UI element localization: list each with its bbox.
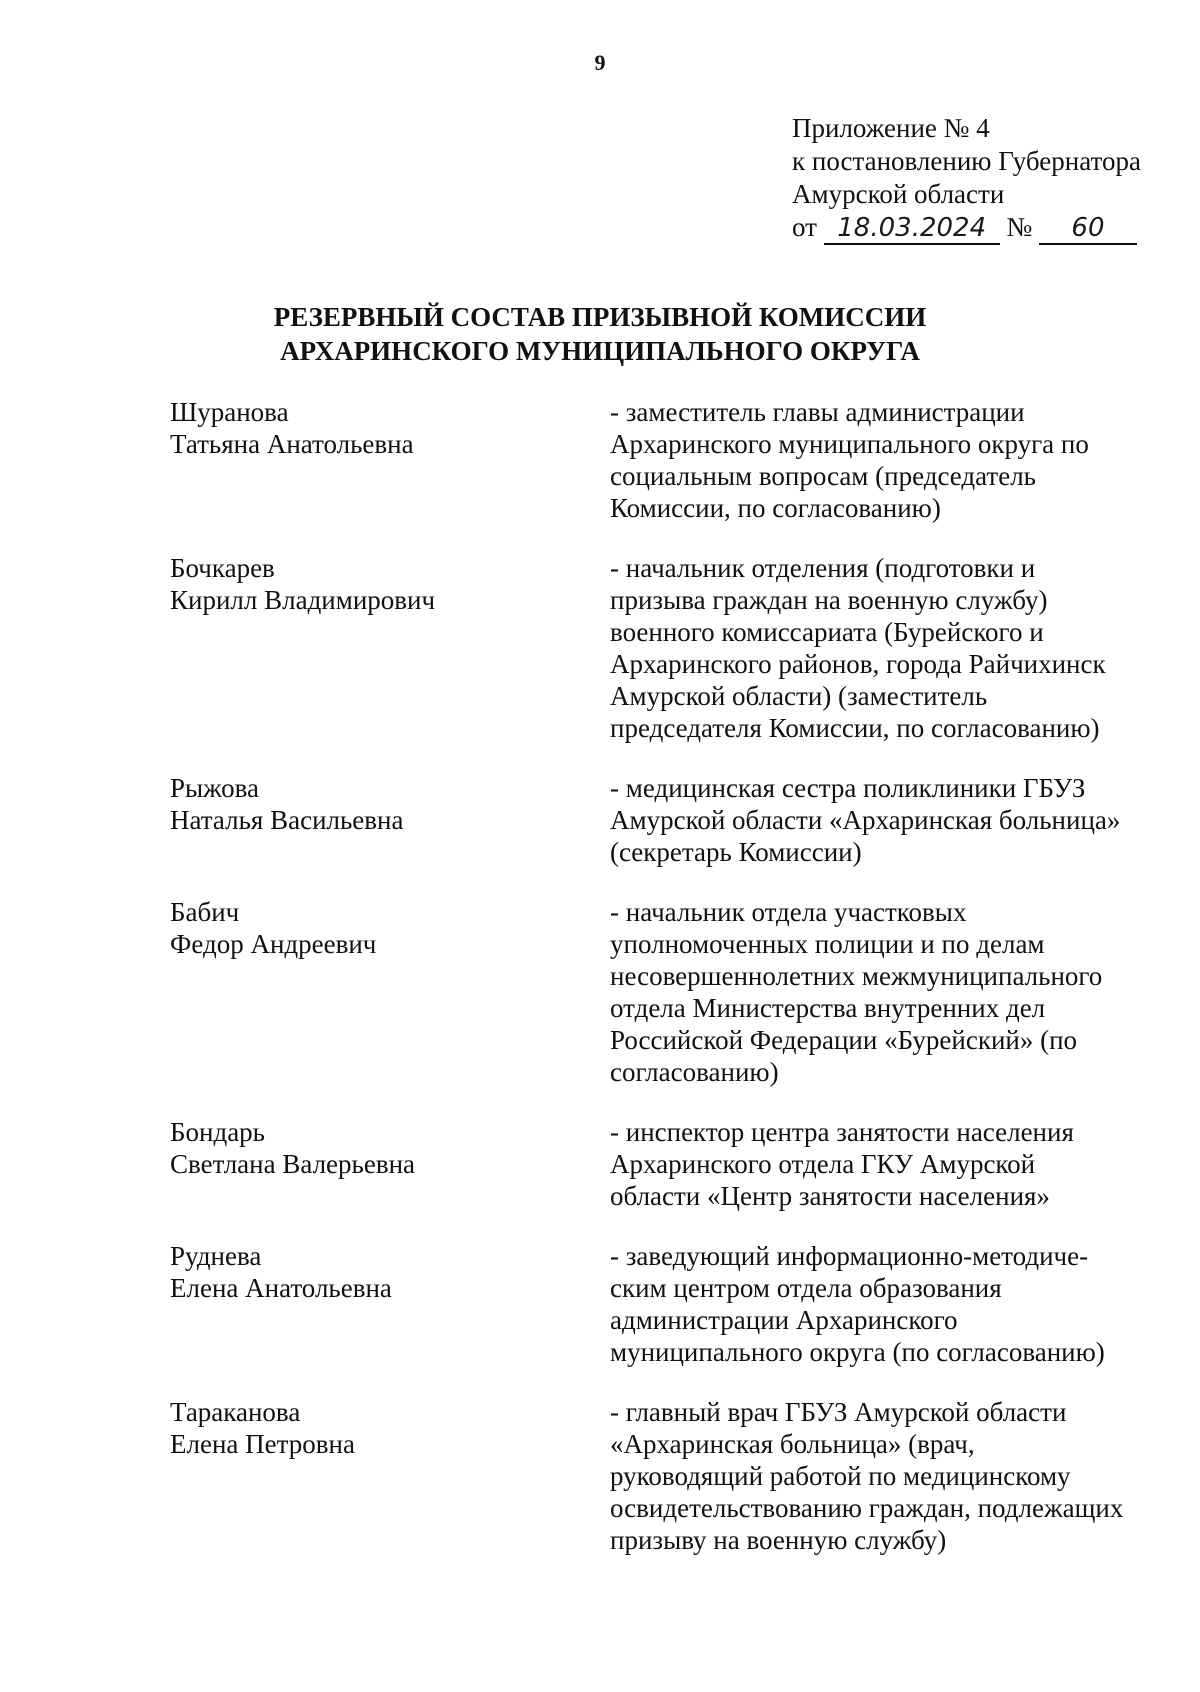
member-surname: Рыжова xyxy=(170,773,260,803)
appendix-line-1: Приложение № 4 xyxy=(792,113,990,143)
member-entry xyxy=(170,552,1170,744)
member-name xyxy=(170,1240,610,1368)
appendix-line-2: к постановлению Губернатора xyxy=(792,146,1141,176)
member-name xyxy=(170,896,610,1088)
member-role: - начальник отдела участковых уполномоченных полиции и по делам несовершеннолетних межмуниципального отдела Министерства внутренних дел Российской Федерации «Бурейский» (по согласованию) xyxy=(610,897,1103,1087)
member-role: - инспектор центра занятости населения Архаринского отдела ГКУ Амурской области «Центр занятости населения» xyxy=(610,1117,1074,1211)
member-role: - начальник отделения (подготовки и призыва граждан на военную службу) военного комиссариата (Бурейского и Архаринского районов, города Райчихинск Амурской области) (заместитель председателя Комиссии, по согласованию) xyxy=(610,553,1106,743)
decree-date-field xyxy=(824,212,1000,245)
member-surname: Тараканова xyxy=(170,1397,301,1427)
from-label: от xyxy=(792,212,817,242)
number-label: № xyxy=(1006,212,1033,242)
handwritten-date: 18.03.2024 xyxy=(837,213,987,243)
decree-number-field xyxy=(1039,212,1137,245)
member-given-names: Наталья Васильевна xyxy=(170,805,404,835)
member-entry xyxy=(170,1396,1170,1556)
member-given-names: Татьяна Анатольевна xyxy=(170,429,414,459)
member-given-names: Елена Петровна xyxy=(170,1429,355,1459)
member-role: - заведующий информационно-методиче- ским центром отдела образования администрации Архаринского муниципального округа (по согласованию) xyxy=(610,1241,1105,1367)
member-given-names: Федор Андреевич xyxy=(170,929,377,959)
decree-date-number-row xyxy=(792,211,1141,247)
member-surname: Бондарь xyxy=(170,1117,265,1147)
member-role: - медицинская сестра поликлиники ГБУЗ Амурской области «Архаринская больница» (секретарь Комиссии) xyxy=(610,773,1121,867)
member-name xyxy=(170,1116,610,1212)
member-surname: Бочкарев xyxy=(170,553,275,583)
member-surname: Руднева xyxy=(170,1241,262,1271)
member-name xyxy=(170,552,610,744)
appendix-line-3: Амурской области xyxy=(792,179,1005,209)
member-entry xyxy=(170,1116,1170,1212)
member-role: - главный врач ГБУЗ Амурской области «Архаринская больница» (врач, руководящий работой по медицинскому освидетельствованию граждан, подлежащих призыву на военную службу) xyxy=(610,1397,1124,1555)
title-line-1: РЕЗЕРВНЫЙ СОСТАВ ПРИЗЫВНОЙ КОМИССИИ xyxy=(273,302,927,332)
appendix-header xyxy=(792,112,1141,247)
member-role: - заместитель главы администрации Архаринского муниципального округа по социальным вопросам (председатель Комиссии, по согласованию) xyxy=(610,397,1089,523)
member-entry xyxy=(170,896,1170,1088)
document-title xyxy=(0,300,1200,368)
member-given-names: Кирилл Владимирович xyxy=(170,585,436,615)
member-entry xyxy=(170,1240,1170,1368)
members-list xyxy=(170,396,1170,1556)
page-number: 9 xyxy=(594,50,606,75)
handwritten-number: 60 xyxy=(1071,213,1105,243)
title-line-2: АРХАРИНСКОГО МУНИЦИПАЛЬНОГО ОКРУГА xyxy=(280,336,920,366)
member-given-names: Светлана Валерьевна xyxy=(170,1149,416,1179)
member-entry xyxy=(170,772,1170,868)
member-name xyxy=(170,772,610,868)
member-surname: Бабич xyxy=(170,897,240,927)
member-entry xyxy=(170,396,1170,524)
member-name xyxy=(170,396,610,524)
member-surname: Шуранова xyxy=(170,397,289,427)
member-given-names: Елена Анатольевна xyxy=(170,1273,392,1303)
member-name xyxy=(170,1396,610,1556)
